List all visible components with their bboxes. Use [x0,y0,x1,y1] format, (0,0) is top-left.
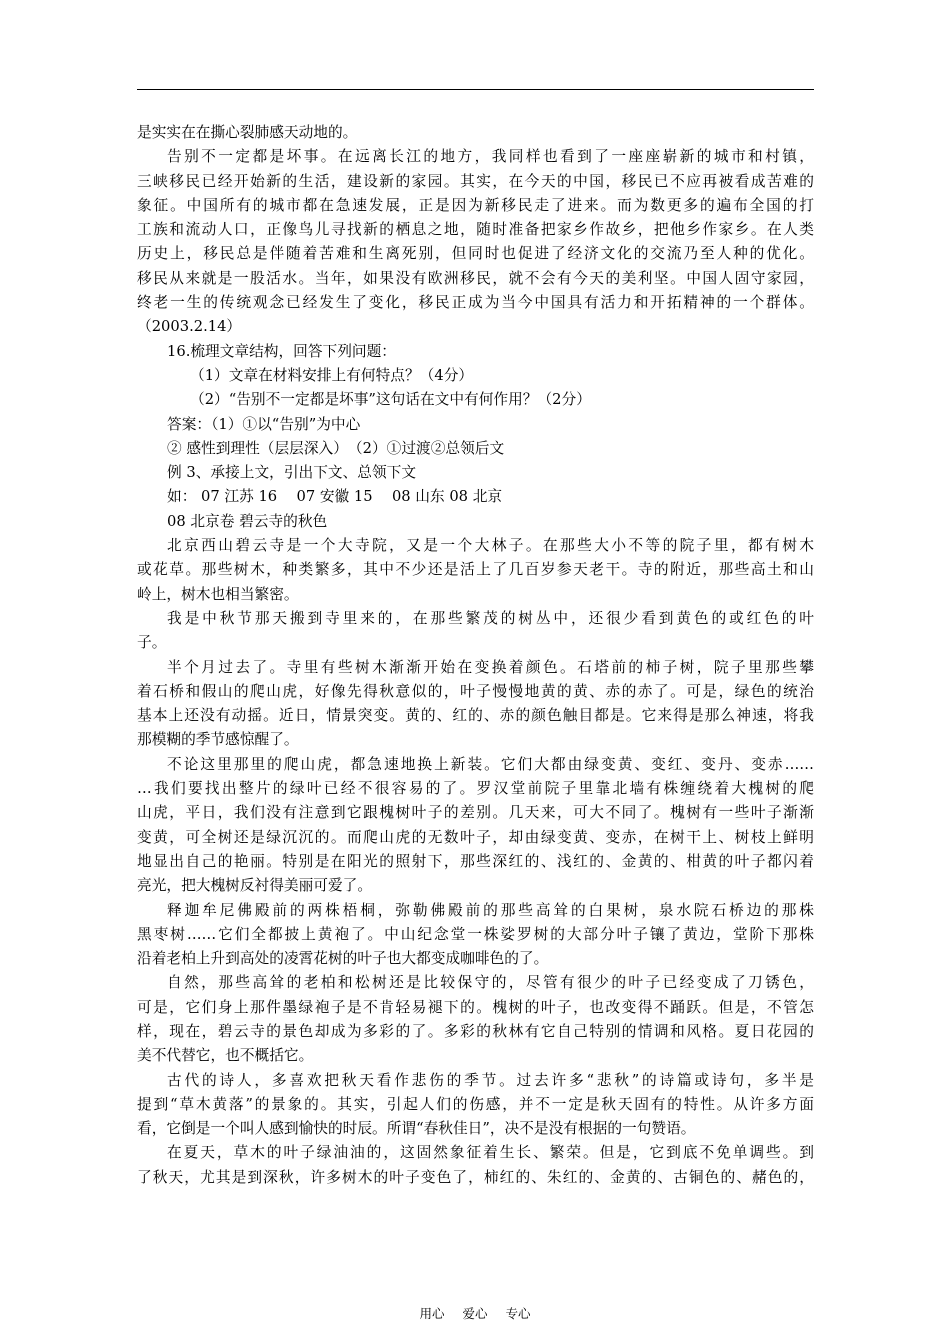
text-line: 山虎，平日，我们没有注意到它跟槐树叶子的差别。几天来，可大不同了。槐树有一些叶子渐渐 [137,804,814,822]
text-line: 基本上还没有动摇。近日，情景突变。黄的、红的、赤的颜色触目都是。它来得是那么神速，将我 [137,707,814,725]
text-line: 着石桥和假山的爬山虎，好像先得秋意似的，叶子慢慢地黄的黄、赤的赤了。可是，绿色的统治 [137,682,814,700]
text-line: 可是，它们身上那件墨绿袍子是不肯轻易褪下的。槐树的叶子，也改变得不踊跃。但是，不管怎 [137,998,814,1016]
page-footer: 用心 爱心 专心 [419,1306,531,1321]
text-line: 看，它倒是一个叫人感到愉快的时辰。所谓“春秋佳日”，决不是没有根据的一句赞语。 [137,1120,696,1138]
text-line: 变黄，可全树还是绿沉沉的。而爬山虎的无数叶子，却由绿变黄、变赤，在树干上、树枝上鲜明 [137,828,814,846]
text-line: 沿着老柏上升到高处的凌霄花树的叶子也大都变成咖啡色的了。 [137,950,549,968]
text-line: 象征。中国所有的城市都在急速发展，正是因为新移民走了进来。而为数更多的遍布全国的打 [137,196,814,214]
document-body [137,121,814,1190]
text-line: …我们要找出整片的绿叶已经不很容易的了。罗汉堂前院子里靠北墙有株缠绕着大槐树的爬 [137,780,814,798]
text-line: 历史上，移民总是伴随着苦难和生离死别，但同时也促进了经济文化的交流乃至人种的优化。 [137,245,814,263]
text-line: 自然，那些高耸的老柏和松树还是比较保守的，尽管有很少的叶子已经变成了刀锈色， [167,974,814,992]
text-line: 那模糊的季节感惊醒了。 [137,731,299,749]
text-line: （2）“告别不一定都是坏事”这句话在文中有何作用？（2分） [190,391,591,409]
text-line: 了秋天，尤其是到深秋，许多树木的叶子变色了，柿红的、朱红的、金黄的、古铜色的、赭色的， [137,1168,814,1186]
text-line: 古代的诗人，多喜欢把秋天看作悲伤的季节。过去许多“悲秋”的诗篇或诗句，多半是 [167,1071,814,1089]
text-line: 例 3、承接上文，引出下文、总领下文 [167,464,417,482]
text-line: 终老一生的传统观念已经发生了变化，移民正成为当今中国具有活力和开拓精神的一个群体。 [137,294,814,312]
text-line: 三峡移民已经开始新的生活，建设新的家园。其实，在今天的中国，移民已不应再被看成苦难的 [137,172,814,190]
text-line: 地显出自己的艳丽。特别是在阳光的照射下，那些深红的、浅红的、金黄的、柑黄的叶子都闪着 [137,852,814,870]
text-line: 告别不一定都是坏事。在远离长江的地方，我同样也看到了一座座崭新的城市和村镇， [167,148,814,166]
text-line: 释迦牟尼佛殿前的两株梧桐，弥勒佛殿前的那些高耸的白果树，泉水院石桥边的那株 [167,901,814,919]
text-line: 16.梳理文章结构，回答下列问题： [167,342,396,360]
text-line: 在夏天，草木的叶子绿油油的，这固然象征着生长、繁荣。但是，它到底不免单调些。到 [167,1144,814,1162]
text-line: 子。 [137,634,167,652]
text-line: 移民从来就是一股活水。当年，如果没有欧洲移民，就不会有今天的美利坚。中国人固守家园， [137,269,814,287]
text-line: ② 感性到理性（层层深入） （2）①过渡②总领后文 [167,439,505,457]
text-line: 答案：（1）①以“告别”为中心 [167,415,361,433]
text-line: 08 北京卷 碧云寺的秋色 [167,512,328,530]
header-rule [137,89,814,90]
text-line: （1）文章在材料安排上有何特点？（4分） [190,366,474,384]
text-line: 北京西山碧云寺是一个大寺院，又是一个大林子。在那些大小不等的院子里，都有树木 [167,537,814,555]
text-line: 半个月过去了。寺里有些树木渐渐开始在变换着颜色。石塔前的柿子树，院子里那些攀 [167,658,814,676]
text-line: 工族和流动人口，正像鸟儿寻找新的栖息之地，随时准备把家乡作故乡，把他乡作家乡。在人类 [137,221,814,239]
text-line: 岭上，树木也相当繁密。 [137,585,299,603]
text-line: 不论这里那里的爬山虎，都急速地换上新装。它们大都由绿变黄、变红、变丹、变赤…… [167,755,814,773]
text-line: 是实实在在撕心裂肺感天动地的。 [137,124,358,141]
text-line: 或花草。那些树木，种类繁多，其中不少还是活上了几百岁参天老干。寺的附近，那些高土和山 [137,561,814,579]
text-line: 样，现在，碧云寺的景色却成为多彩的了。多彩的秋林有它自己特别的情调和风格。夏日花园的 [137,1022,814,1040]
text-line: 我是中秋节那天搬到寺里来的，在那些繁茂的树丛中，还很少看到黄色的或红色的叶 [167,609,814,627]
text-line: 如： 07 江苏 16 07 安徽 15 08 山东 08 北京 [167,488,503,506]
text-line: 提到“草木黄落”的景象的。其实，引起人们的伤感，并不一定是秋天固有的特性。从许多方面 [137,1095,814,1113]
text-line: 亮光，把大槐树反衬得美丽可爱了。 [137,877,373,895]
text-line: （2003.2.14） [137,318,242,336]
text-line: 美不代替它，也不概括它。 [137,1047,314,1065]
text-line: 黑枣树……它们全都披上黄袍了。中山纪念堂一株娑罗树的大部分叶子镶了黄边，堂阶下那株 [137,925,814,943]
